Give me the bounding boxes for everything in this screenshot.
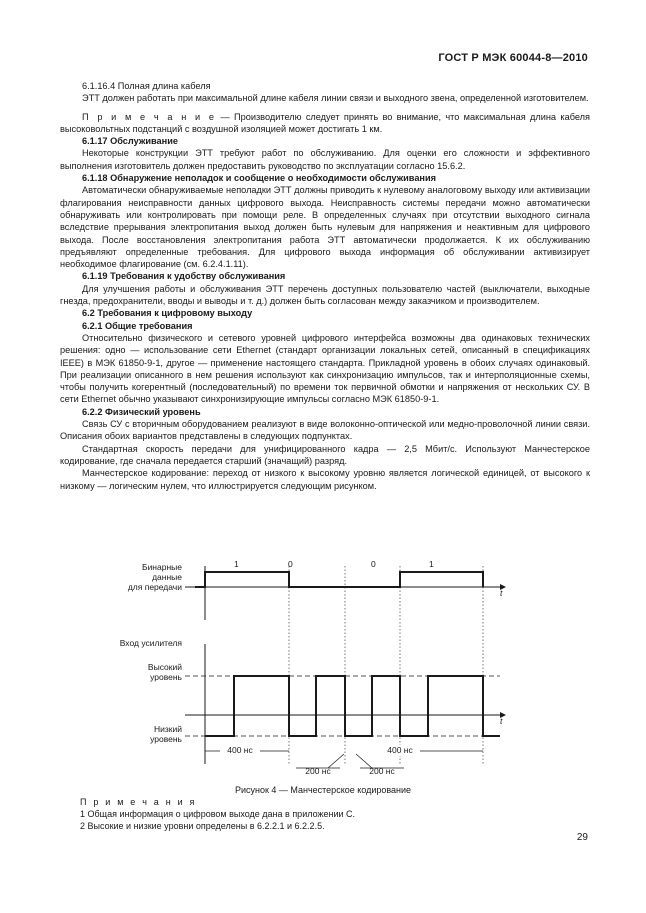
dim-200-right: 200 нс — [369, 766, 395, 776]
dim-400-left: 400 нс — [227, 745, 253, 755]
document-header: ГОСТ Р МЭК 60044-8—2010 — [438, 52, 588, 64]
binary-label-3: для передачи — [127, 582, 182, 592]
figure-caption: Рисунок 4 — Манчестерское кодирование — [234, 785, 412, 795]
manchester-figure — [60, 556, 590, 788]
page-number: 29 — [576, 832, 588, 843]
dim-200-left: 200 нс — [305, 766, 331, 776]
section-heading: 6.2 Требования к цифровому выходу — [82, 308, 253, 319]
dim-400-right: 400 нс — [387, 745, 413, 755]
note-item: 1 Общая информация о цифровом выходе дана в приложении С. — [80, 809, 356, 819]
section-heading: 6.2.2 Физический уровень — [82, 406, 201, 417]
paragraph: Некоторые конструкции ЭТТ требуют работ по обслуживанию. Для оценки его сложности и эффективного выполнения изготовитель должен предоставить руководство по эксплуатации согласно 15.6.2. — [60, 148, 590, 171]
section-heading: 6.2.1 Общие требования — [82, 320, 193, 331]
paragraph: ЭТТ должен работать при максимальной длине кабеля линии связи и выходного звена, определенной изготовителем. — [82, 93, 589, 104]
binary-axis-t-label: t — [500, 588, 503, 598]
note-paragraph — [60, 111, 590, 136]
binary-label-2: данные — [152, 572, 182, 582]
section-heading: 6.1.19 Требования к удобству обслуживания — [82, 271, 286, 282]
notes-title: П р и м е ч а н и я — [80, 797, 197, 807]
manchester-diagram — [60, 556, 590, 788]
high-level-label-1: Высокий — [147, 662, 182, 672]
bit-label: 0 — [288, 559, 293, 569]
bit-boundaries — [289, 566, 483, 764]
body-text — [60, 80, 590, 492]
section-heading: 6.1.17 Обслуживание — [82, 136, 178, 147]
section-heading: 6.1.18 Обнаружение неполадок и сообщение о необходимости обслуживания — [82, 173, 436, 184]
binary-label-1: Бинарные — [141, 562, 182, 572]
paragraph: Манчестерское кодирование: переход от низкого к высокому уровню является логической единицей, от высокого к низкому — логическим нулем, что иллюстрируется следующим рисунком. — [60, 468, 590, 491]
paragraph: Стандартная скорость передачи для унифицированного кадра — 2,5 Мбит/с. Используют Манчестерское кодирование, где сначала передается старший (значащий) разряд. — [60, 443, 590, 466]
paragraph: Связь СУ с вторичным оборудованием реализуют в виде волоконно-оптической или медно-проволочной линии связи. Описания обоих вариантов представлены в следующих подпунктах. — [60, 419, 590, 442]
bit-label: 1 — [234, 559, 239, 569]
input-label: Вход усилителя — [119, 638, 182, 648]
bit-label: 1 — [429, 559, 434, 569]
paragraph: Автоматически обнаруживаемые неполадки ЭТТ должны приводить к нулевому аналоговому выходу или активизации флагирования неисправности данных цифрового выхода. Неисправность системы передачи можно автоматически обнаруживать или контролировать при помощи реле. В определенных случаях при отсутствии выходного сигнала вследствие прерывания электропитания выход должен быть нулевым для напряжения и неактивным для цифрового выхода. После восстановления электропитания работа ЭТТ автоматически продолжается. К их обслуживанию предъявляют определенные требования. Для цифрового выхода информация об обслуживании активизирует необходимое флагирование (см. 6.2.4.1.11). — [60, 185, 590, 270]
note-label: П р и м е ч а н и е — [82, 111, 217, 122]
note-text: — Производителю следует принять во внимание, что максимальная длина кабеля высоковольтных подстанций с воздушной изоляцией может достигать 1 км. — [60, 111, 590, 134]
paragraph: 6.1.16.4 Полная длина кабеля — [82, 81, 211, 91]
notes — [80, 796, 355, 832]
manchester-signal — [205, 676, 500, 736]
high-level-label-2: уровень — [150, 672, 182, 682]
paragraph: Относительно физического и сетевого уровней цифрового интерфейса возможны два одинаковых технических решения: одно — использование сети Ethernet (стандарт организации локальных сетей, описанный в спецификациях IEEE) в МЭК 61850-9-1, другое — применение настоящего стандарта. Прикладной уровень в обоих случаях одинаковый. При реализации описанного в нем решения используют как синхронизацию импульсов, так и интерполяционные схемы, чтобы получить когерентный (последовательный) по времени ток первичной обмотки и напряжения от нескольких СУ. В сети Ethernet обычно указывают синхронизирующие импульсы согласно МЭК 61850-9-1. — [60, 332, 590, 405]
low-level-label-2: уровень — [150, 734, 182, 744]
note-item: 2 Высокие и низкие уровни определены в 6.2.2.1 и 6.2.2.5. — [80, 821, 325, 831]
binary-signal — [195, 572, 483, 587]
paragraph: Для улучшения работы и обслуживания ЭТТ перечень доступных пользователю частей (выключатели, выходные гнезда, предохранители, вводы и выводы и т. д.) должен быть согласован между заказчиком и производителем. — [60, 283, 590, 307]
signal-axis-t-label: t — [500, 716, 503, 726]
bit-label: 0 — [371, 559, 376, 569]
low-level-label-1: Низкий — [154, 724, 182, 734]
